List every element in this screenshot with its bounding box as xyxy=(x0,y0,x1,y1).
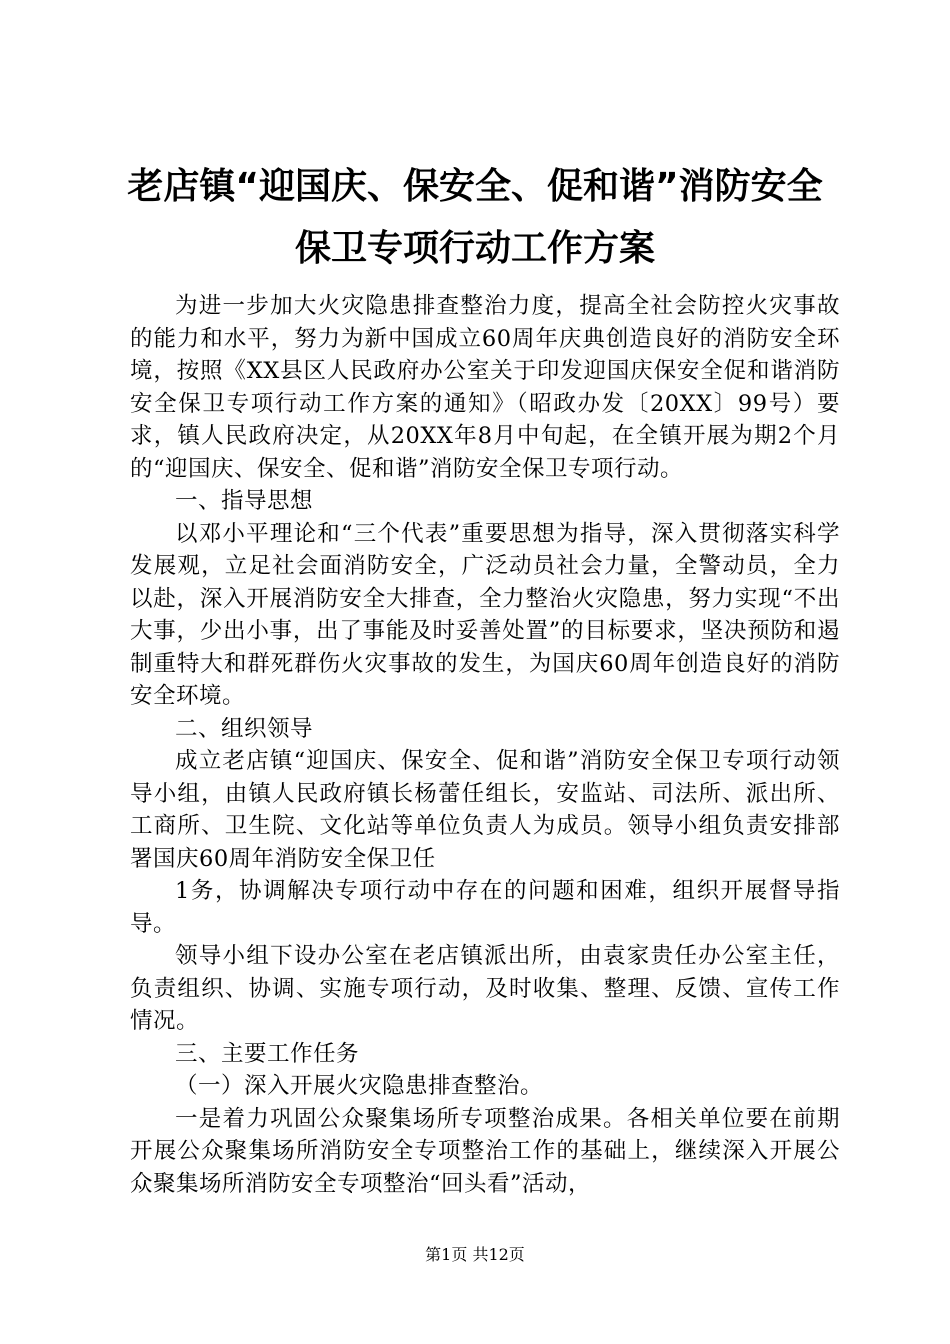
page-number-footer: 第1页 共12页 xyxy=(425,1245,525,1264)
document-title-line-2: 保卫专项行动工作方案 xyxy=(294,228,655,269)
intro-paragraph: 为进一步加大火灾隐患排查整治力度，提高全社会防控火灾事故的能力和水平，努力为新中国成立60周年庆典创造良好的消防安全环境，按照《XX县区人民政府办公室关于印发迎国庆保安全促和谐消防安全保卫专项行动工作方案的通知》（昭政办发〔20XX〕99号）要求，镇人民政府决定，从20XX年8月中旬起，在全镇开展为期2个月的“迎国庆、保安全、促和谐”消防安全保卫专项行动。 xyxy=(130,293,840,482)
document-title-line-1: 老店镇“迎国庆、保安全、促和谐”消防安全 xyxy=(127,166,823,207)
subsection-heading-hazard-inspection: （一）深入开展火灾隐患排查整治。 xyxy=(175,1073,544,1099)
section-heading-guiding-ideology: 一、指导思想 xyxy=(175,488,314,514)
document-body xyxy=(130,290,840,1200)
section-heading-main-tasks: 三、主要工作任务 xyxy=(175,1040,360,1067)
section-heading-organization: 二、组织领导 xyxy=(175,715,314,742)
organization-continued-paragraph: 1务，协调解决专项行动中存在的问题和困难，组织开展督导指导。 xyxy=(130,878,840,937)
organization-paragraph: 成立老店镇“迎国庆、保安全、促和谐”消防安全保卫专项行动领导小组，由镇人民政府镇长杨蕾任组长，安监站、司法所、派出所、工商所、卫生院、文化站等单位负责人为成员。领导小组负责安排部署国庆60周年消防安全保卫任 xyxy=(130,748,840,872)
office-paragraph: 领导小组下设办公室在老店镇派出所，由袁家贵任办公室主任，负责组织、协调、实施专项行动，及时收集、整理、反馈、宣传工作情况。 xyxy=(130,943,840,1034)
guiding-ideology-paragraph: 以邓小平理论和“三个代表”重要思想为指导，深入贯彻落实科学发展观，立足社会面消防安全，广泛动员社会力量，全警动员，全力以赴，深入开展消防安全大排查，全力整治火灾隐患，努力实现“不出大事，少出小事，出了事能及时妥善处置”的目标要求，坚决预防和遏制重特大和群死群伤火灾事故的发生，为国庆60周年创造良好的消防安全环境。 xyxy=(130,520,840,709)
task-one-paragraph: 一是着力巩固公众聚集场所专项整治成果。各相关单位要在前期开展公众聚集场所消防安全专项整治工作的基础上，继续深入开展公众聚集场所消防安全专项整治“回头看”活动， xyxy=(130,1105,840,1197)
